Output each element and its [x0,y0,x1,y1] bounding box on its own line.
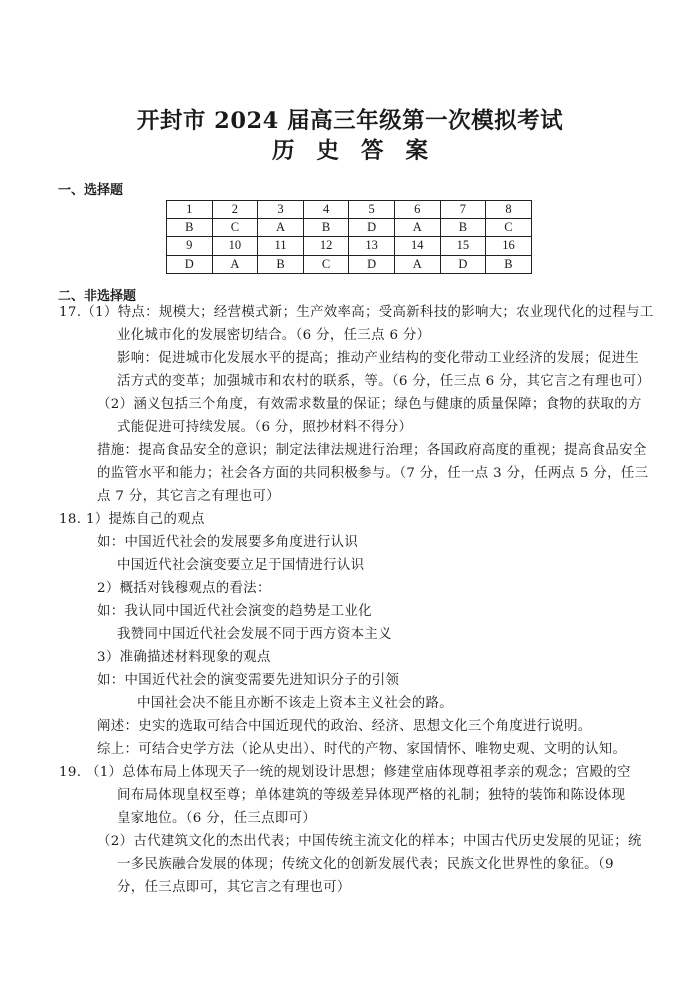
q18-line: 18. 1）提炼自己的观点 [59,512,205,527]
q18-line: 2）概括对钱穆观点的看法： [97,581,271,596]
question-number-cell: 5 [349,201,395,219]
question-number-cell: 3 [258,201,304,219]
question-number-cell: 7 [440,201,486,219]
q19-line: （2）古代建筑文化的杰出代表；中国传统主流文化的样本；中国古代历史发展的见证；统 [97,834,642,849]
q17-line: 活方式的变革；加强城市和农村的联系，等。（6 分，任三点 6 分，其它言之有理也可） [117,374,651,389]
answer-cell: D [349,255,395,273]
answer-cell: B [167,219,213,237]
q18-line: 我赞同中国近代社会发展不同于西方资本主义 [117,627,392,642]
question-number-cell: 4 [303,201,349,219]
q18-line: 中国社会决不能且亦断不该走上资本主义社会的路。 [137,696,454,711]
question-number-cell: 2 [212,201,258,219]
answer-cell: A [258,219,304,237]
q18-line: 3）准确描述材料现象的观点 [97,650,271,665]
q19-line: 19. （1）总体布局上体现天子一统的规划设计思想；修建堂庙体现尊祖孝亲的观念；宫殿的空 [59,765,631,780]
subtitle-char: 历 [271,138,295,164]
answer-row [167,255,532,273]
q19-line: 间布局体现皇权至尊；单体建筑的等级差异体现严格的礼制；独特的装饰和陈设体现 [117,788,626,803]
question-number-cell: 8 [486,201,532,219]
q17-line: 的监管水平和能力；社会各方面的共同积极参与。（7 分，任一点 3 分，任两点 5 分，任三 [97,466,649,481]
q19-line: 分，任三点即可，其它言之有理也可） [117,880,351,895]
exam-title: 开封市 2024 届高三年级第一次模拟考试 [136,108,564,134]
question-number-cell: 11 [258,237,304,255]
question-number-cell: 9 [167,237,213,255]
subtitle-char: 案 [405,138,429,164]
q17-line: 式能促进可持续发展。（6 分，照抄材料不得分） [117,420,413,435]
q17-line: （2）涵义包括三个角度，有效需求数量的保证；绿色与健康的质量保障；食物的获取的方 [97,397,642,412]
answer-subtitle [0,133,700,165]
answer-cell: D [440,255,486,273]
q18-line: 综上：可结合史学方法（论从史出）、时代的产物、家国情怀、唯物史观、文明的认知。 [97,742,627,757]
question-number-cell: 13 [349,237,395,255]
q17-line: 点 7 分，其它言之有理也可） [97,489,280,504]
answer-cell: A [394,219,440,237]
question-number-cell: 6 [394,201,440,219]
answer-cell: B [486,255,532,273]
question-number-row [167,237,532,255]
answer-cell: A [212,255,258,273]
answer-cell: B [258,255,304,273]
q18-line: 中国近代社会演变要立足于国情进行认识 [117,558,365,573]
answer-cell: C [303,255,349,273]
q17-line: 影响：促进城市化发展水平的提高；推动产业结构的变化带动工业经济的发展；促进生 [117,351,640,366]
answer-cell: B [303,219,349,237]
answer-cell: D [167,255,213,273]
section-heading-multiple-choice: 一、选择题 [58,183,124,198]
question-number-cell: 15 [440,237,486,255]
answer-cell: B [440,219,486,237]
q18-line: 阐述：史实的选取可结合中国近现代的政治、经济、思想文化三个角度进行说明。 [97,719,592,734]
answer-cell: C [212,219,258,237]
q17-line: 业化城市化的发展密切结合。（6 分，任三点 6 分） [117,328,431,343]
question-number-row [167,201,532,219]
question-number-cell: 14 [394,237,440,255]
answer-cell: C [486,219,532,237]
q18-line: 如：中国近代社会的发展要多角度进行认识 [97,535,359,550]
answer-table [166,200,532,274]
section-heading-open-questions: 二、非选择题 [58,289,137,304]
question-number-cell: 10 [212,237,258,255]
question-number-cell: 12 [303,237,349,255]
q18-line: 如：我认同中国近代社会演变的趋势是工业化 [97,604,372,619]
answer-cell: A [394,255,440,273]
question-number-cell: 16 [486,237,532,255]
question-number-cell: 1 [167,201,213,219]
answer-row [167,219,532,237]
answer-cell: D [349,219,395,237]
subtitle-char: 答 [361,138,384,164]
subtitle-char: 史 [316,138,339,164]
q19-line: 一多民族融合发展的体现；传统文化的创新发展代表；民族文化世界性的象征。（9 [117,857,614,872]
q18-line: 如：中国近代社会的演变需要先进知识分子的引领 [97,673,400,688]
q17-line: 17.（1）特点：规模大；经营模式新；生产效率高；受高新科技的影响大；农业现代化的过程与工 [59,305,654,320]
q19-line: 皇家地位。（6 分，任三点即可） [117,811,317,826]
q17-line: 措施：提高食品安全的意识；制定法律法规进行治理；各国政府高度的重视；提高食品安全 [97,443,647,458]
